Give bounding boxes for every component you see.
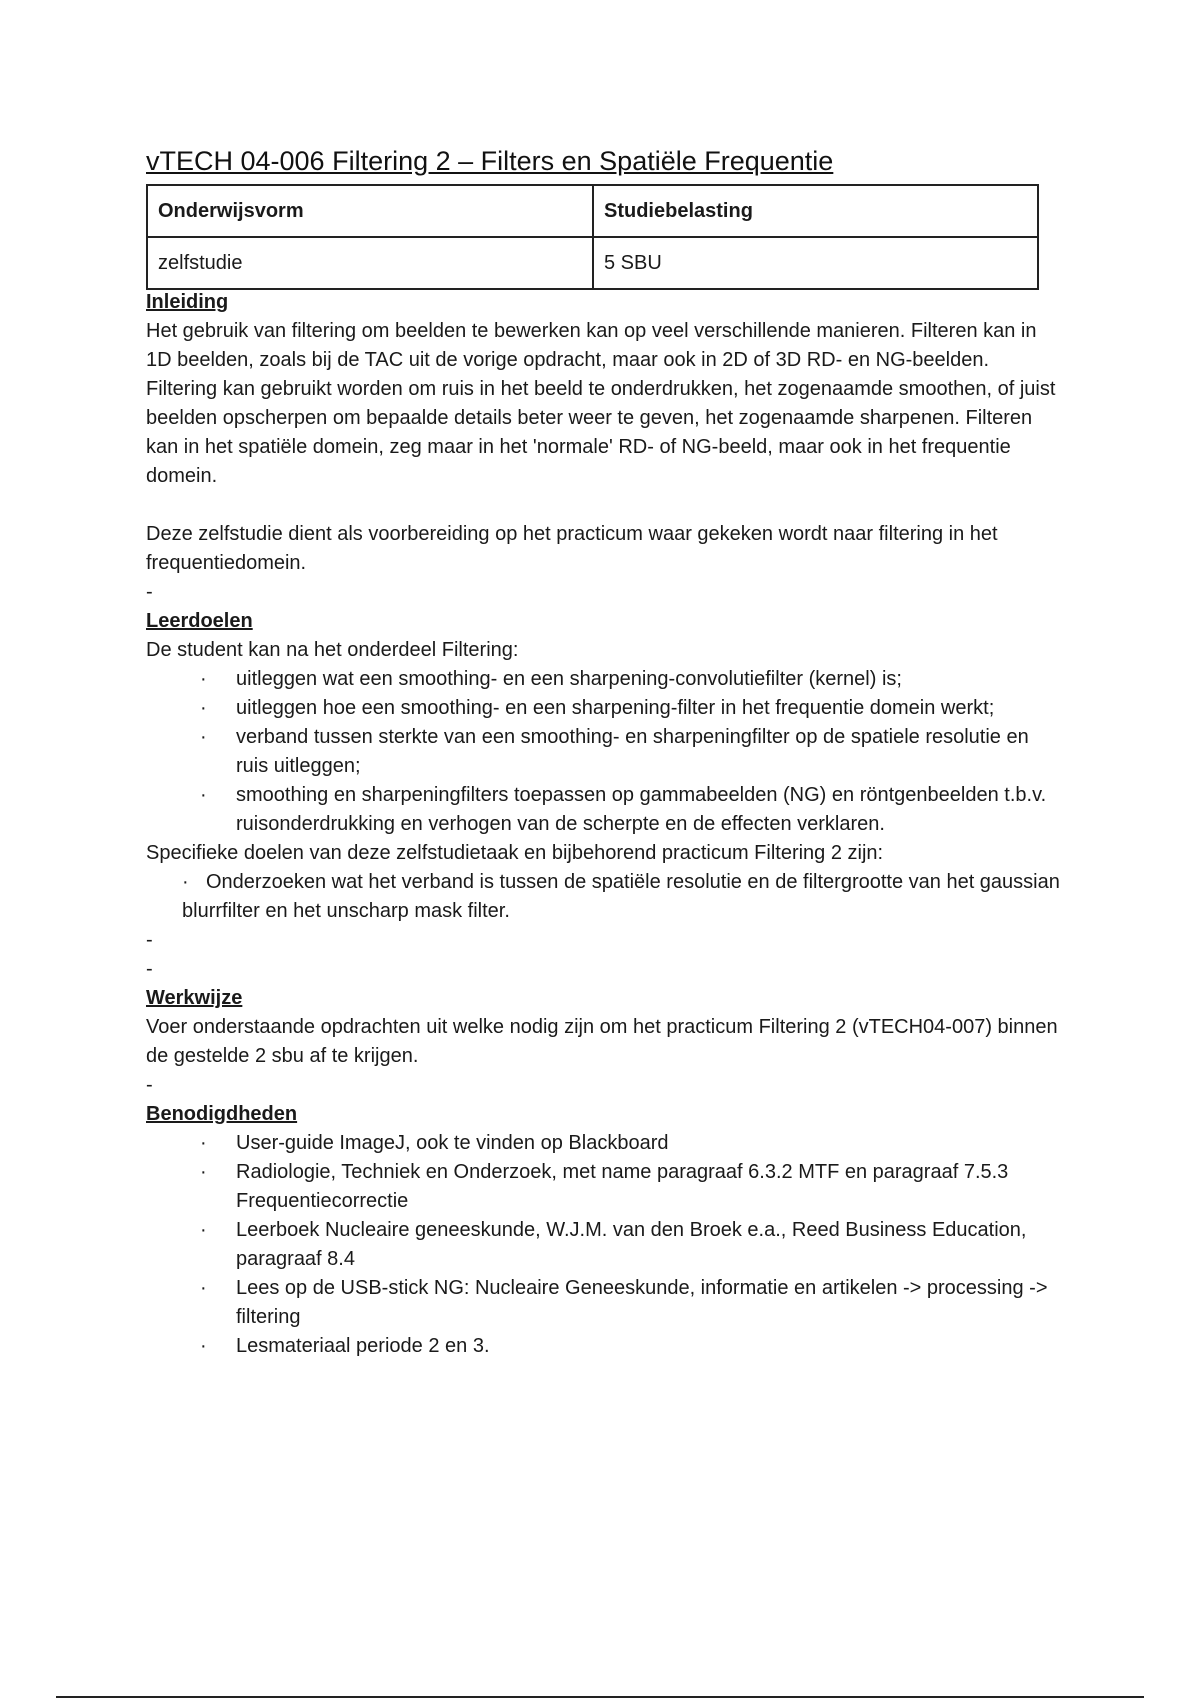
list-item: · Leerboek Nucleaire geneeskunde, W.J.M. van den Broek e.a., Reed Business Education, paragraaf 8.4 xyxy=(236,1216,1061,1274)
table-header-cell: Onderwijsvorm xyxy=(147,185,593,237)
goals-list xyxy=(146,665,1061,839)
page-title: vTECH 04-006 Filtering 2 – Filters en Spatiële Frequentie xyxy=(146,146,834,176)
dash-marker: - xyxy=(146,958,153,980)
paragraph: Specifieke doelen van deze zelfstudietaak en bijbehorend practicum Filtering 2 zijn: xyxy=(146,842,884,864)
list-item: · smoothing en sharpeningfilters toepassen op gammabeelden (NG) en röntgenbeelden t.b.v. ruisonderdrukking en verhogen van de scherpte en de effecten verklaren. xyxy=(236,781,1061,839)
section-heading-werkwijze: Werkwijze xyxy=(146,987,243,1009)
list-item: · Radiologie, Techniek en Onderzoek, met name paragraaf 6.3.2 MTF en paragraaf 7.5.3 Frequentiecorrectie xyxy=(236,1158,1061,1216)
list-item: · verband tussen sterkte van een smoothing- en sharpeningfilter op de spatiele resolutie en ruis uitleggen; xyxy=(236,723,1061,781)
table-cell: zelfstudie xyxy=(147,237,593,289)
list-item: · uitleggen hoe een smoothing- en een sharpening-filter in het frequentie domein werkt; xyxy=(236,694,1061,723)
table-cell: 5 SBU xyxy=(593,237,1038,289)
list-item: · User-guide ImageJ, ook te vinden op Blackboard xyxy=(236,1129,1061,1158)
footer-divider xyxy=(56,1696,1144,1698)
document-body xyxy=(146,288,1061,1361)
section-heading-benodigdheden: Benodigdheden xyxy=(146,1103,298,1125)
list-item: · uitleggen wat een smoothing- en een sharpening-convolutiefilter (kernel) is; xyxy=(236,665,1061,694)
needs-list xyxy=(146,1129,1061,1361)
dash-marker: - xyxy=(146,1074,153,1096)
meta-table xyxy=(146,184,1039,290)
section-heading-leerdoelen: Leerdoelen xyxy=(146,610,253,632)
bullet-marker: · xyxy=(182,871,189,893)
paragraph: Het gebruik van filtering om beelden te bewerken kan op veel verschillende manieren. Filteren kan in 1D beelden, zoals bij de TAC uit de vorige opdracht, maar ook in 2D of 3D RD- en NG-beelden. Filtering kan gebruikt worden om ruis in het beeld te onderdrukken, het zogenaamde smoothen, of juist beelden opscherpen om bepaalde details beter weer te geven, het zogenaamde sharpenen. Filteren kan in het spatiële domein, zeg maar in het 'normale' RD- of NG-beeld, maar ook in het frequentie domein. xyxy=(146,320,1056,487)
paragraph: De student kan na het onderdeel Filtering: xyxy=(146,639,519,661)
paragraph: Deze zelfstudie dient als voorbereiding op het practicum waar gekeken wordt naar filtering in het frequentiedomein. xyxy=(146,523,998,574)
section-heading-inleiding: Inleiding xyxy=(146,291,229,313)
table-header-cell: Studiebelasting xyxy=(593,185,1038,237)
table-header-row xyxy=(147,185,1038,237)
specific-goal-text: Onderzoeken wat het verband is tussen de spatiële resolutie en de filtergrootte van het gaussian blurrfilter en het unscharp mask filter. xyxy=(182,871,1060,922)
specific-goal-item xyxy=(146,868,1061,926)
dash-marker: - xyxy=(146,929,153,951)
table-row xyxy=(147,237,1038,289)
paragraph: Voer onderstaande opdrachten uit welke nodig zijn om het practicum Filtering 2 (vTECH04-007) binnen de gestelde 2 sbu af te krijgen. xyxy=(146,1016,1058,1067)
dash-marker: - xyxy=(146,581,153,603)
list-item: · Lesmateriaal periode 2 en 3. xyxy=(236,1332,1061,1361)
list-item: · Lees op de USB-stick NG: Nucleaire Geneeskunde, informatie en artikelen -> processing -> filtering xyxy=(236,1274,1061,1332)
